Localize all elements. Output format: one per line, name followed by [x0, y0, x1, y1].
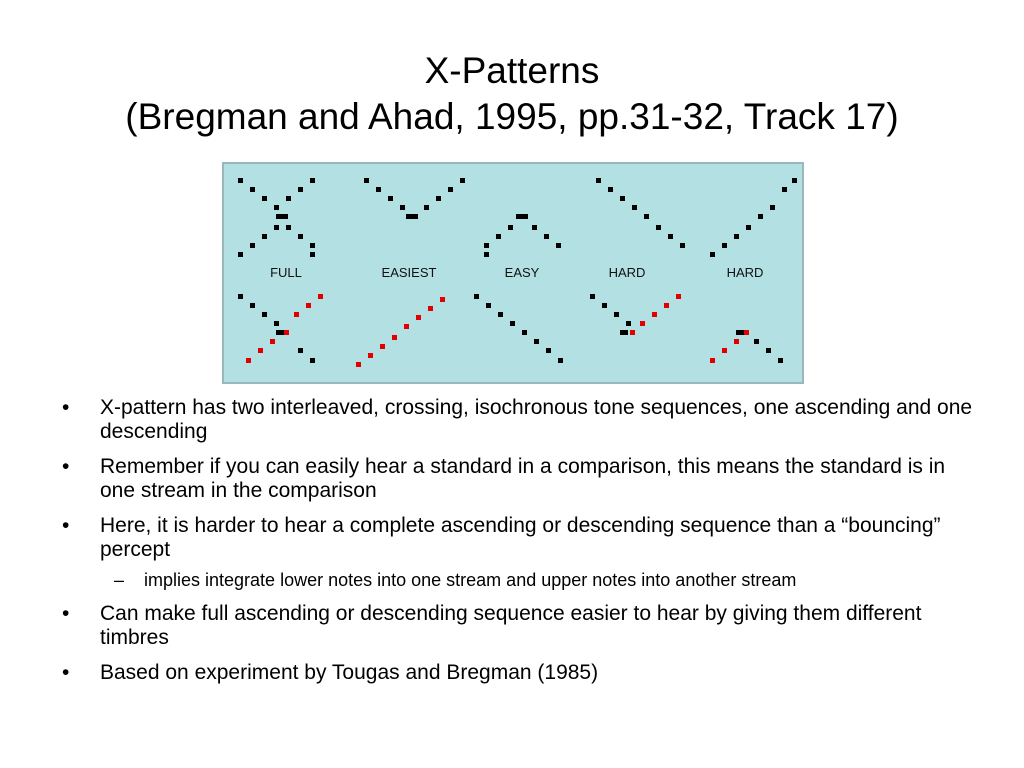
bullet-item [56, 602, 976, 650]
panel-easy-bottom [474, 294, 563, 363]
sub-bullet-item [56, 569, 976, 591]
bullet-item [56, 514, 976, 562]
panel-easiest-top [364, 178, 465, 219]
sub-bullet-marker: – [114, 570, 125, 590]
panel-hard2-top [710, 178, 797, 257]
panel-easy-top [484, 214, 561, 257]
bullet-text: Here, it is harder to hear a complete ascending or descending sequence than a “bouncing” percept [100, 514, 941, 561]
bullet-text: Remember if you can easily hear a standard in a comparison, this means the standard is in one stream in the comparison [100, 455, 946, 502]
bullet-item [56, 396, 976, 444]
sub-bullet-text: implies integrate lower notes into one stream and upper notes into another stream [144, 570, 797, 590]
bullet-marker: • [62, 602, 70, 625]
label-hard-2: HARD [726, 265, 764, 280]
x-pattern-figure [222, 162, 804, 384]
panel-hard1-bottom [590, 294, 681, 335]
bullet-item [56, 455, 976, 503]
bullet-marker: • [62, 396, 70, 419]
bullet-list [56, 396, 976, 696]
title-citation: (Bregman and Ahad, 1995, pp.31-32, Track 17) [125, 96, 899, 137]
x-pattern-diagram [224, 164, 802, 382]
label-full: FULL [270, 265, 302, 280]
label-easiest: EASIEST [381, 265, 437, 280]
panel-full-top [238, 178, 315, 257]
bullet-text: Based on experiment by Tougas and Bregman (1985) [100, 661, 599, 684]
panel-hard2-bottom [710, 330, 783, 363]
label-hard-1: HARD [608, 265, 646, 280]
panel-full-bottom [238, 294, 323, 363]
slide-title [0, 48, 1024, 140]
bullet-marker: • [62, 514, 70, 537]
title-main: X-Patterns [424, 50, 600, 91]
panel-hard1-top [596, 178, 685, 248]
bullet-marker: • [62, 455, 70, 478]
panel-easiest-bottom [356, 297, 445, 367]
bullet-text: X-pattern has two interleaved, crossing, isochronous tone sequences, one ascending and one descending [100, 396, 973, 443]
bullet-text: Can make full ascending or descending sequence easier to hear by giving them different timbres [100, 602, 922, 649]
bullet-item [56, 661, 976, 685]
label-easy: EASY [504, 265, 540, 280]
bullet-marker: • [62, 661, 70, 684]
